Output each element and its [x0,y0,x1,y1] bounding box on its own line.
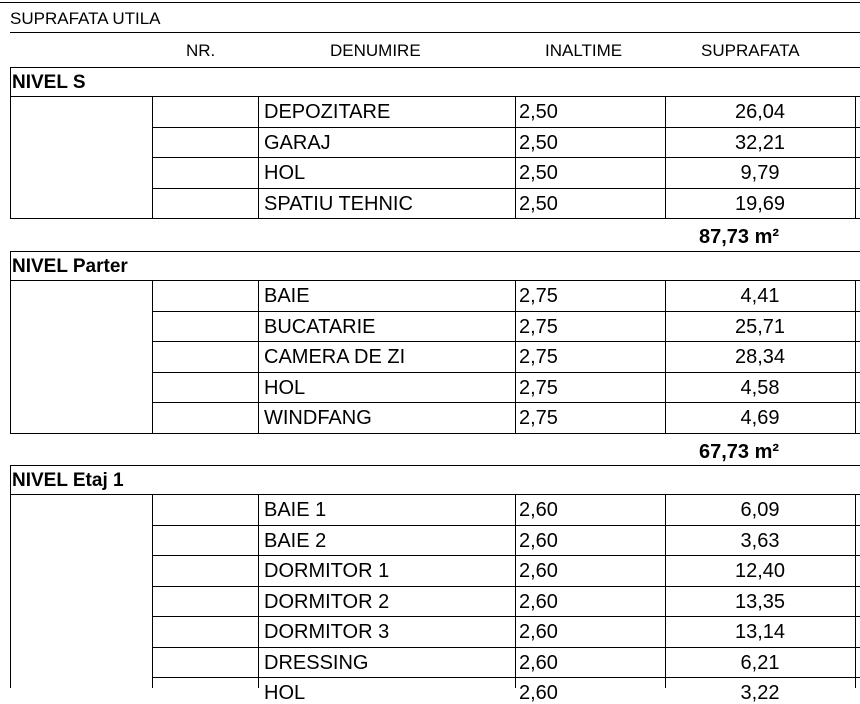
level-header-rule [10,280,860,281]
level-left-rule [10,465,11,494]
row-rule [152,586,860,587]
room-area: 4,69 [740,407,780,429]
row-rule [152,677,860,678]
level-total: 67,73 m² [699,440,780,463]
room-area: 4,41 [740,285,780,307]
room-name: SPATIU TEHNIC [264,192,413,215]
room-area: 6,09 [740,499,780,521]
room-name: GARAJ [264,131,331,154]
column-rule [10,494,11,688]
room-area: 26,04 [734,101,786,123]
room-height: 2,75 [519,285,558,307]
row-rule [152,525,860,526]
level-header-rule [10,494,860,495]
room-name: BUCATARIE [264,315,376,338]
title-rule [10,32,860,33]
room-height: 2,50 [519,192,558,215]
room-height: 2,60 [519,499,558,521]
level-bottom-rule [10,218,860,219]
level-title: NIVEL Etaj 1 [12,470,124,491]
room-name: DORMITOR 2 [264,590,390,613]
column-rule [258,494,259,688]
column-rule [10,96,11,218]
level-title: NIVEL S [12,72,86,93]
column-rule [258,280,259,433]
room-name: HOL [264,162,306,184]
room-name: DEPOZITARE [264,101,391,123]
room-height: 2,60 [519,590,558,613]
room-height: 2,60 [519,529,558,552]
room-height: 2,75 [519,407,558,429]
room-name: BAIE 2 [264,529,327,552]
room-height: 2,60 [519,560,558,582]
room-area: 12,40 [734,560,786,582]
room-height: 2,50 [519,101,558,123]
room-name: DORMITOR 3 [264,621,390,643]
column-rule [152,494,153,688]
room-height: 2,60 [519,621,558,643]
level-top-rule [10,465,860,466]
room-name: BAIE [264,285,310,307]
level-title: NIVEL Parter [12,256,128,277]
row-rule [152,311,860,312]
room-name: DORMITOR 1 [264,560,390,582]
row-rule [152,402,860,403]
room-height: 2,60 [519,682,558,704]
room-height: 2,50 [519,162,558,184]
column-rule [515,280,516,433]
header-nr: NR. [186,41,216,60]
row-rule [152,555,860,556]
level-header-rule [10,96,860,97]
row-rule [152,616,860,617]
room-height: 2,50 [519,131,558,154]
level-bottom-rule [10,433,860,434]
room-area: 32,21 [734,131,786,154]
room-height: 2,60 [519,651,558,674]
top-rule [0,2,860,3]
column-rule [152,280,153,433]
room-area: 28,34 [734,346,786,368]
room-area: 3,63 [740,529,780,552]
level-total: 87,73 m² [699,226,780,248]
room-name: CAMERA DE ZI [264,346,406,368]
header-denumire: DENUMIRE [330,41,421,60]
room-name: BAIE 1 [264,499,327,521]
level-top-rule [10,67,860,68]
header-suprafata: SUPRAFATA [701,41,800,60]
room-height: 2,75 [519,315,558,338]
row-rule [152,372,860,373]
level-top-rule [10,251,860,252]
room-area: 6,21 [740,651,780,674]
room-area: 13,14 [734,621,786,643]
room-area: 13,35 [734,590,786,613]
room-height: 2,75 [519,346,558,368]
room-name: HOL [264,376,306,399]
room-name: HOL [264,682,306,704]
level-left-rule [10,251,11,280]
room-name: DRESSING [264,651,369,674]
row-rule [152,127,860,128]
column-rule [515,494,516,688]
room-height: 2,75 [519,376,558,399]
row-rule [152,647,860,648]
table-title: SUPRAFATA UTILA [10,9,161,28]
room-area: 25,71 [734,315,786,338]
column-rule [10,280,11,433]
room-area: 4,58 [740,376,780,399]
room-area: 3,22 [740,682,780,704]
row-rule [152,188,860,189]
level-left-rule [10,67,11,96]
room-area: 19,69 [734,192,786,215]
row-rule [152,157,860,158]
row-rule [152,341,860,342]
room-name: WINDFANG [264,407,372,429]
header-inaltime: INALTIME [545,41,623,60]
room-area: 9,79 [740,162,780,184]
